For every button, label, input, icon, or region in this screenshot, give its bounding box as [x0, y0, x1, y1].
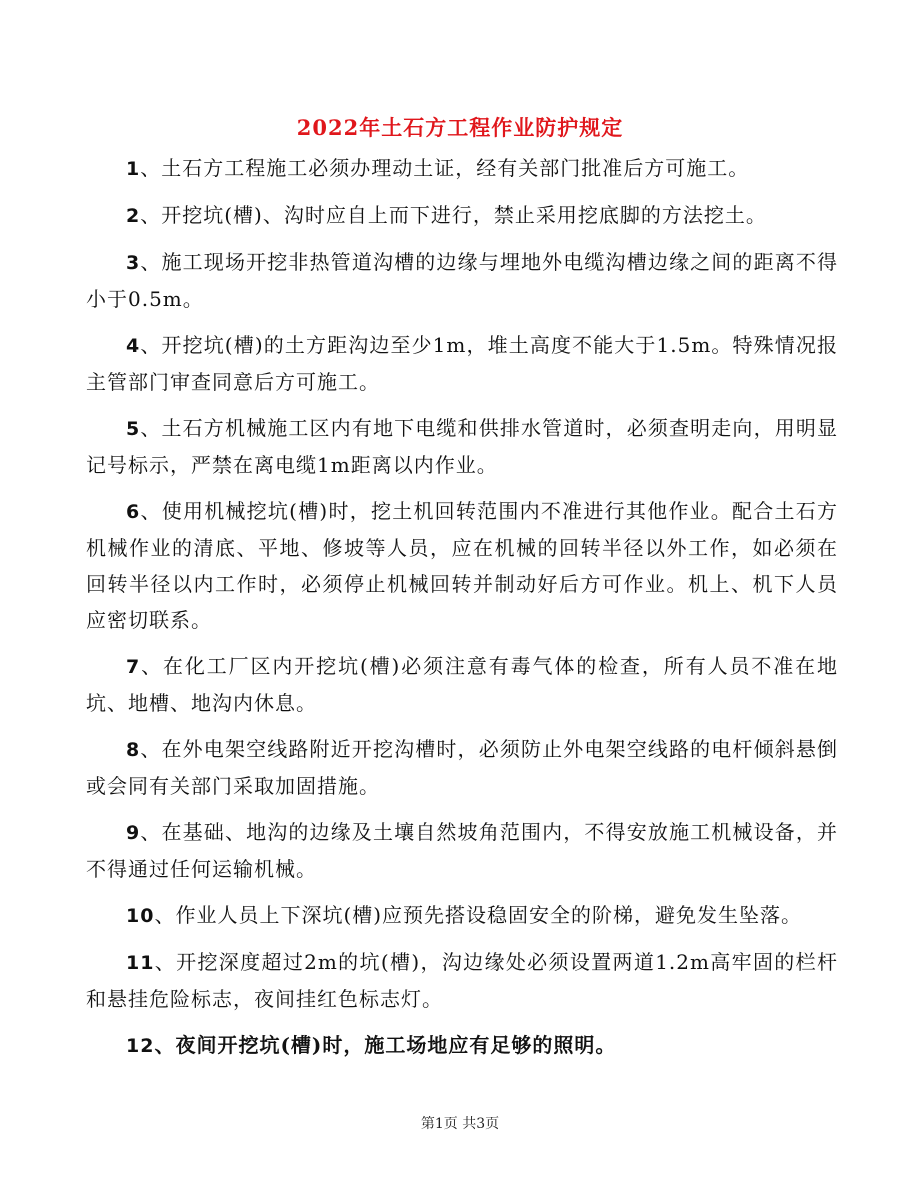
paragraph-4: [86, 327, 838, 400]
item-text: 、施工现场开挖非热管道沟槽的边缘与埋地外电缆沟槽边缘之间的距离不得小于0.5m。: [86, 250, 838, 311]
item-number: 8: [126, 739, 141, 761]
item-number: 10: [126, 905, 155, 927]
item-number: 9: [126, 822, 141, 844]
item-text: 、在外电架空线路附近开挖沟槽时，必须防止外电架空线路的电杆倾斜悬倒或会同有关部门采取加固措施。: [86, 737, 838, 798]
paragraph-7: [86, 648, 838, 721]
item-number: 4: [126, 335, 141, 357]
paragraph-9: [86, 814, 838, 887]
item-text: 、开挖坑(槽)、沟时应自上而下进行，禁止采用挖底脚的方法挖土。: [140, 203, 767, 227]
paragraph-12: [86, 1027, 838, 1064]
paragraph-8: [86, 731, 838, 804]
paragraph-2: [86, 197, 838, 234]
item-text: 、使用机械挖坑(槽)时，挖土机回转范围内不准进行其他作业。配合土石方机械作业的清底、平地、修坡等人员，应在机械的回转半径以外工作，如必须在回转半径以内工作时，必须停止机械回转并制动好后方可作业。机上、机下人员应密切联系。: [86, 499, 838, 632]
item-text: 、作业人员上下深坑(槽)应预先搭设稳固安全的阶梯，避免发生坠落。: [154, 903, 803, 927]
paragraph-1: [86, 150, 838, 187]
item-text: 、在化工厂区内开挖坑(槽)必须注意有毒气体的检查，所有人员不准在地坑、地槽、地沟内休息。: [86, 654, 838, 715]
item-number: 12: [126, 1035, 155, 1057]
item-text: 、开挖深度超过2m的坑(槽)，沟边缘处必须设置两道1.2m高牢固的栏杆和悬挂危险标志，夜间挂红色标志灯。: [86, 950, 838, 1011]
item-number: 5: [126, 418, 141, 440]
paragraph-3: [86, 244, 838, 317]
item-number: 7: [126, 656, 141, 678]
paragraph-10: [86, 897, 838, 934]
item-text: 、土石方机械施工区内有地下电缆和供排水管道时，必须查明走向，用明显记号标示，严禁在离电缆1m距离以内作业。: [86, 416, 838, 477]
item-number: 6: [126, 501, 141, 523]
document-body: [86, 150, 838, 1074]
document-title: 2022年土石方工程作业防护规定: [296, 115, 624, 140]
paragraph-5: [86, 410, 838, 483]
item-text: 、开挖坑(槽)的土方距沟边至少1m，堆土高度不能大于1.5m。特殊情况报主管部门审查同意后方可施工。: [86, 333, 838, 394]
item-text: 、夜间开挖坑(槽)时，施工场地应有足够的照明。: [154, 1033, 617, 1057]
item-number: 3: [126, 252, 141, 274]
item-number: 2: [126, 205, 141, 227]
item-text: 、在基础、地沟的边缘及土壤自然坡角范围内，不得安放施工机械设备，并不得通过任何运输机械。: [86, 820, 838, 881]
paragraph-11: [86, 944, 838, 1017]
page-footer: 第1页 共3页: [420, 1116, 500, 1132]
item-number: 11: [126, 952, 155, 974]
item-text: 、土石方工程施工必须办理动土证，经有关部门批准后方可施工。: [140, 156, 750, 180]
item-number: 1: [126, 158, 141, 180]
paragraph-6: [86, 493, 838, 638]
